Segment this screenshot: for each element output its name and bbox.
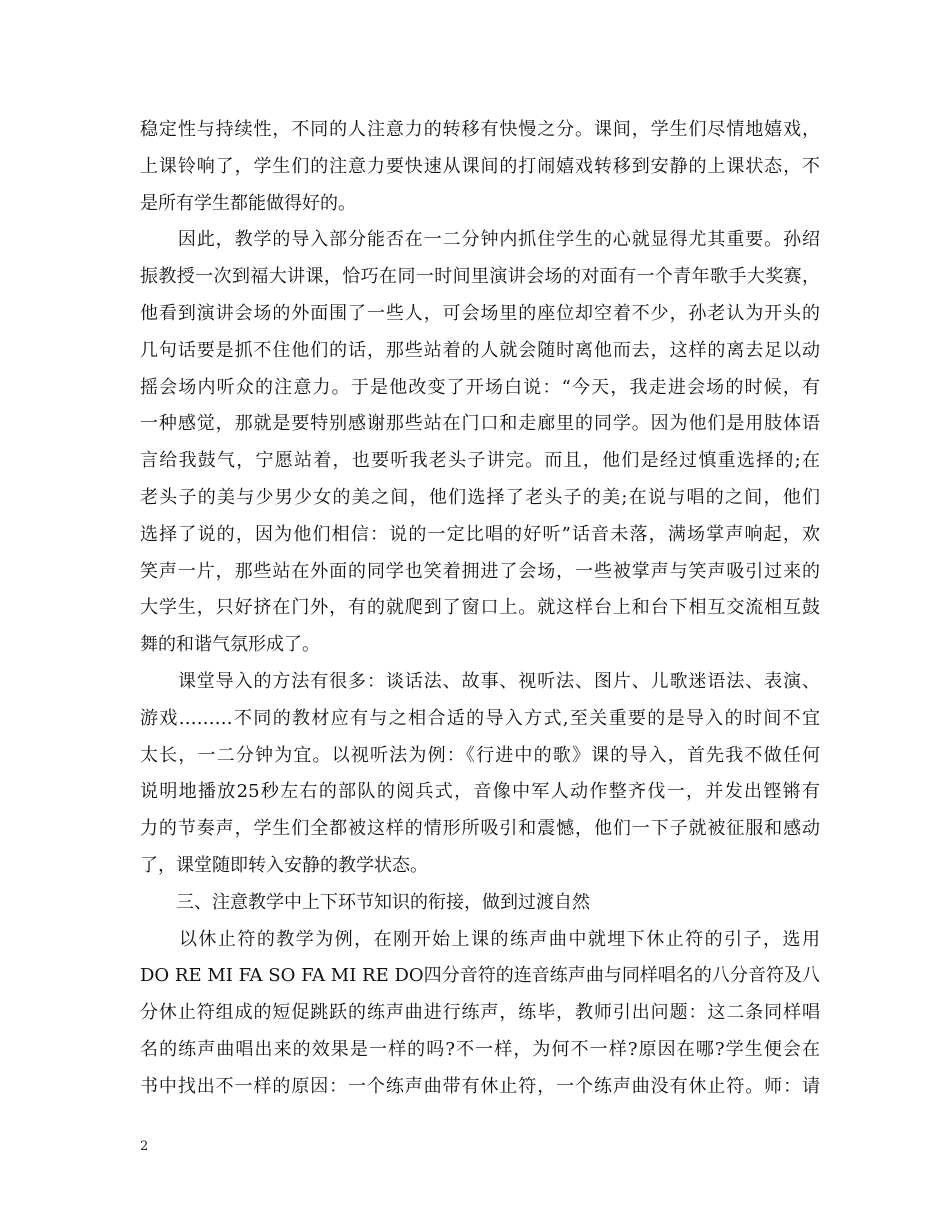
text-line: 稳定性与持续性，不同的人注意力的转移有快慢之分。课间，学生们尽情地嬉戏，: [140, 119, 820, 140]
text-line: 因此，教学的导入部分能否在一二分钟内抓住学生的心就显得尤其重要。孙绍: [140, 229, 820, 251]
text-line: 舞的和谐气氛形成了。: [140, 634, 320, 656]
text-line: 以休止符的教学为例，在刚开始上课的练声曲中就埋下休止符的引子，选用: [140, 928, 820, 950]
text-line: 他看到演讲会场的外面围了一些人，可会场里的座位却空着不少，孙老认为开头的: [140, 302, 820, 324]
text-line: 太长，一二分钟为宜。以视听法为例：《行进中的歌》课的导入，首先我不做任何: [140, 744, 820, 766]
page-number: 2: [140, 1139, 149, 1154]
text-line: 了，课堂随即转入安静的教学状态。: [140, 854, 428, 876]
text-line: 一种感觉，那就是要特别感谢那些站在门口和走廊里的同学。因为他们是用肢体语: [140, 413, 820, 435]
text-line: 大学生，只好挤在门外，有的就爬到了窗口上。就这样台上和台下相互交流相互鼓: [140, 597, 820, 619]
text-line: 书中找出不一样的原因：一个练声曲带有休止符，一个练声曲没有休止符。师：请: [140, 1075, 820, 1097]
text-line: 笑声一片，那些站在外面的同学也笑着拥进了会场，一些被掌声与笑声吸引过来的: [140, 560, 820, 582]
section-heading: 三、注意教学中上下环节知识的衔接，做到过渡自然: [140, 891, 590, 913]
text-line: 说明地播放25秒左右的部队的阅兵式，音像中军人动作整齐伐一，并发出铿锵有: [140, 781, 820, 803]
text-line: 选择了说的，因为他们相信：说的一定比唱的好听”话音未落，满场掌声响起，欢: [140, 523, 820, 545]
text-line: 言给我鼓气，宁愿站着，也要听我老头子讲完。而且，他们是经过慎重选择的;在: [140, 450, 820, 472]
text-line: 课堂导入的方法有很多：谈话法、故事、视听法、图片、儿歌迷语法、表演、: [140, 670, 820, 692]
body-text: [140, 112, 820, 1106]
text-line: 名的练声曲唱出来的效果是一样的吗?不一样，为何不一样?原因在哪?学生便会在: [140, 1038, 820, 1060]
text-line: 力的节奏声，学生们全都被这样的情形所吸引和震憾，他们一下子就被征服和感动: [140, 818, 820, 840]
text-line: 摇会场内听众的注意力。于是他改变了开场白说：“今天，我走进会场的时候，有: [140, 376, 820, 398]
text-line: 几句话要是抓不住他们的话，那些站着的人就会随时离他而去，这样的离去足以动: [140, 339, 820, 361]
text-line: 上课铃响了，学生们的注意力要快速从课间的打闹嬉戏转移到安静的上课状态，不: [140, 155, 820, 177]
text-line: 游戏………不同的教材应有与之相合适的导入方式,至关重要的是导入的时间不宜: [140, 707, 820, 729]
text-line: DO RE MI FA SO FA MI RE DO四分音符的连音练声曲与同样唱名的八分音符及八: [140, 965, 820, 987]
text-line: 分休止符组成的短促跳跃的练声曲进行练声，练毕，教师引出问题：这二条同样唱: [140, 1002, 820, 1024]
text-line: 老头子的美与少男少女的美之间，他们选择了老头子的美;在说与唱的之间，他们: [140, 486, 820, 508]
text-line: 是所有学生都能做得好的。: [140, 192, 356, 214]
text-line: 振教授一次到福大讲课，恰巧在同一时间里演讲会场的对面有一个青年歌手大奖赛，: [140, 266, 820, 288]
